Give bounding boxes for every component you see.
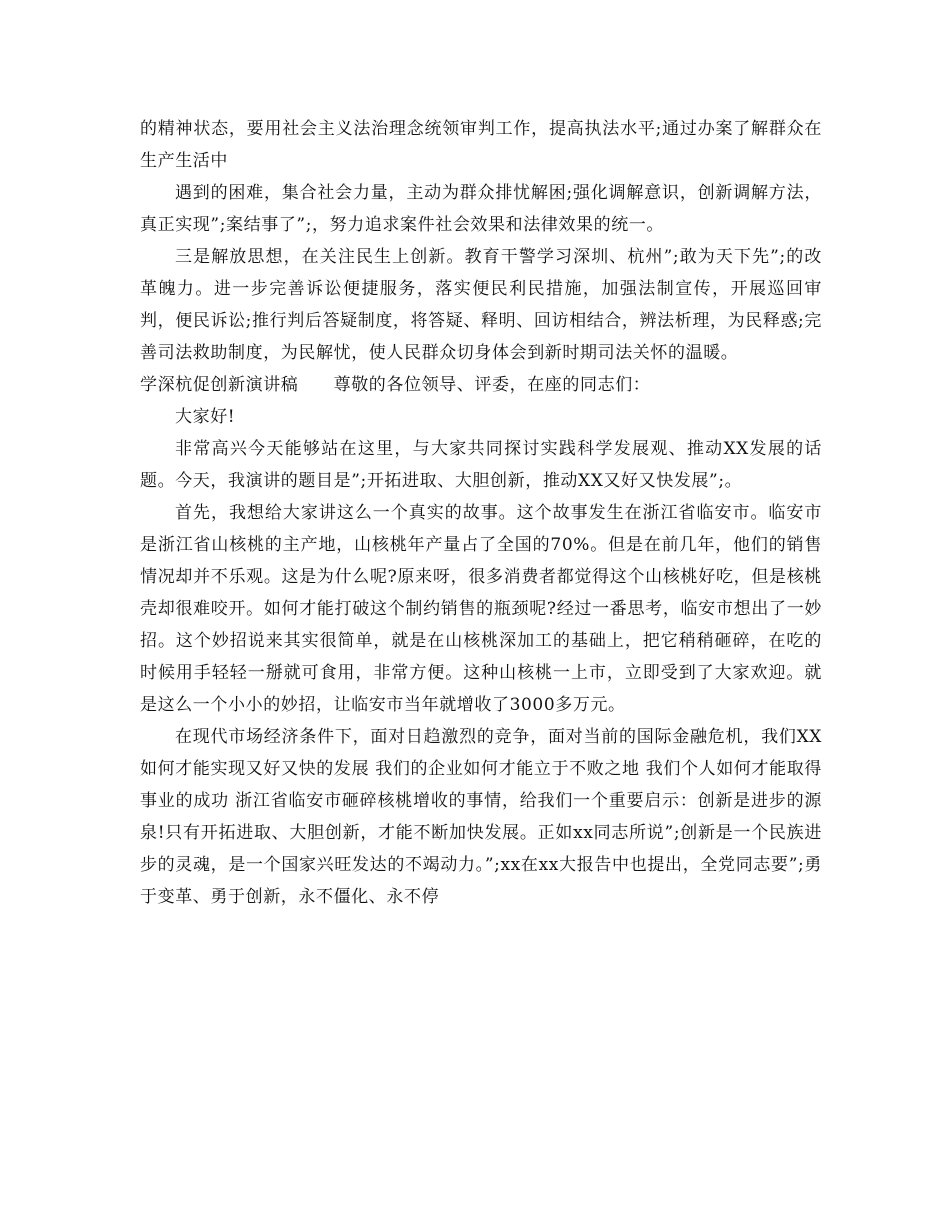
paragraph-story: 首先，我想给大家讲这么一个真实的故事。这个故事发生在浙江省临安市。临安市是浙江省山核桃的主产地，山核桃年产量占了全国的70%。但是在前几年，他们的销售情况却并不乐观。这是为什么呢?原来呀，很多消费者都觉得这个山核桃好吃，但是核桃壳却很难咬开。如何才能打破这个制约销售的瓶颈呢?经过一番思考，临安市想出了一妙招。这个妙招说来其实很简单，就是在山核桃深加工的基础上，把它稍稍砸碎，在吃的时候用手轻轻一掰就可食用，非常方便。这种山核桃一上市，立即受到了大家欢迎。就是这么一个小小的妙招，让临安市当年就增收了3000多万元。 (140, 503, 822, 715)
paragraph-2: 遇到的困难，集合社会力量，主动为群众排忧解困;强化调解意识，创新调解方法，真正实现”;案结事了”;，努力追求案件社会效果和法律效果的统一。 (140, 183, 822, 235)
paragraph-intro: 非常高兴今天能够站在这里，与大家共同探讨实践科学发展观、推动XX发展的话题。今天，我演讲的题目是”;开拓进取、大胆创新，推动XX又好又快发展”;。 (140, 439, 822, 491)
document-body (140, 113, 822, 913)
paragraph-1: 的精神状态，要用社会主义法治理念统领审判工作，提高执法水平;通过办案了解群众在生产生活中 (140, 119, 822, 171)
paragraph-innovation: 在现代市场经济条件下，面对日趋激烈的竞争，面对当前的国际金融危机，我们XX如何才能实现又好又快的发展 我们的企业如何才能立于不败之地 我们个人如何才能取得事业的成功 浙江省临安市砸碎核桃增收的事情，给我们一个重要启示：创新是进步的源泉!只有开拓进取、大胆创新，才能不断加快发展。正如xx同志所说”;创新是一个民族进步的灵魂，是一个国家兴旺发达的不竭动力。”;xx在xx大报告中也提出，全党同志要”;勇于变革、勇于创新，永不僵化、永不停 (140, 727, 822, 907)
speech-title-line: 学深杭促创新演讲稿 尊敬的各位领导、评委，在座的同志们： (140, 375, 651, 395)
paragraph-3: 三是解放思想，在关注民生上创新。教育干警学习深圳、杭州”;敢为天下先”;的改革魄力。进一步完善诉讼便捷服务，落实便民利民措施，加强法制宣传，开展巡回审判，便民诉讼;推行判后答疑制度，将答疑、释明、回访相结合，辨法析理，为民释惑;完善司法救助制度，为民解忧，使人民群众切身体会到新时期司法关怀的温暖。 (140, 247, 822, 363)
greeting: 大家好! (175, 407, 236, 427)
